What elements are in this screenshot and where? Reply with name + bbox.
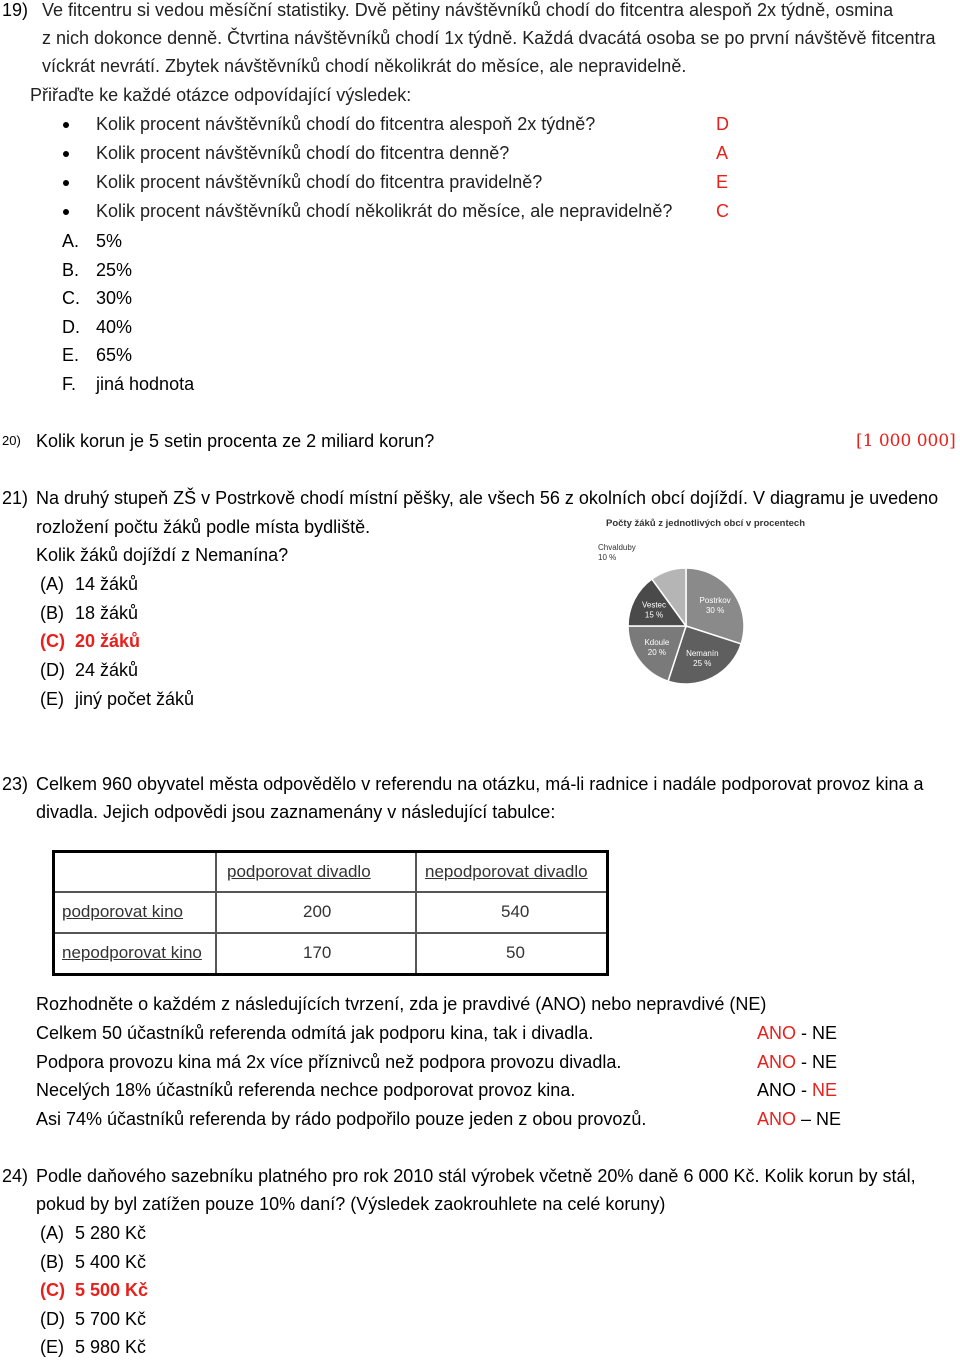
option-letter: E. xyxy=(62,345,80,365)
option-value: 30% xyxy=(96,288,133,308)
option-text-correct: 20 žáků xyxy=(75,631,141,651)
question-text-line: z nich dokonce denně. Čtvrtina návštěvníků chodí 1x týdně. Každá dvacátá osoba se po první návštěvě fitcentra xyxy=(42,28,936,48)
question-text-line: pokud by byl zatížen pouze 10% daní? (Výsledek zaokrouhlete na celé koruny) xyxy=(36,1194,666,1214)
option-letter: D. xyxy=(62,317,80,337)
no-option: NE xyxy=(812,1052,838,1072)
table-cell: 540 xyxy=(501,902,530,921)
instruction: Přiřaďte ke každé otázce odpovídající výsledek: xyxy=(30,85,412,105)
bullet-icon xyxy=(63,180,69,186)
option-label: (B) xyxy=(40,1252,64,1272)
yes-option: ANO xyxy=(757,1052,797,1072)
yes-no-separator: – xyxy=(796,1109,817,1129)
option-label: (D) xyxy=(40,660,65,680)
option-letter: C. xyxy=(62,288,80,308)
yes-no-separator: - xyxy=(796,1023,813,1043)
option-text: 5 980 Kč xyxy=(75,1337,147,1357)
statement: Asi 74% účastníků referenda by rádo podpořilo pouze jeden z obou provozů. xyxy=(36,1109,647,1129)
instruction: Rozhodněte o každém z následujících tvrzení, zda je pravdivé (ANO) nebo nepravdivé (NE) xyxy=(36,994,767,1014)
option-label: (E) xyxy=(40,689,64,709)
yes-no xyxy=(757,1048,837,1076)
pie-label-name: Kdoule xyxy=(644,638,670,648)
pie-label-value: 30 % xyxy=(705,605,725,615)
yes-no-separator: - xyxy=(796,1052,813,1072)
sub-question: Kolik procent návštěvníků chodí do fitcentra denně? xyxy=(96,143,510,163)
sub-answer: A xyxy=(716,143,729,163)
option-text: 5 400 Kč xyxy=(75,1252,147,1272)
statement: Necelých 18% účastníků referenda nechce podporovat provoz kina. xyxy=(36,1080,576,1100)
option-label: (B) xyxy=(40,603,64,623)
column-header: podporovat divadlo xyxy=(227,862,371,881)
yes-no xyxy=(757,1105,841,1133)
bullet-icon xyxy=(63,122,69,128)
option-letter: F. xyxy=(62,374,77,394)
answer: [1 000 000] xyxy=(856,431,956,451)
table-cell: 50 xyxy=(506,943,525,962)
no-option: NE xyxy=(812,1023,838,1043)
sub-question: Kolik procent návštěvníků chodí do fitcentra alespoň 2x týdně? xyxy=(96,114,596,134)
bullet-icon xyxy=(63,151,69,157)
yes-no-separator: - xyxy=(796,1080,813,1100)
no-option: NE xyxy=(816,1109,842,1129)
table-cell: 170 xyxy=(303,943,332,962)
question-number: 20) xyxy=(2,433,21,448)
question-text: Kolik korun je 5 setin procenta ze 2 miliard korun? xyxy=(36,431,435,451)
option-label: (D) xyxy=(40,1309,65,1329)
pie-label-value: 10 % xyxy=(598,553,617,562)
statement: Celkem 50 účastníků referenda odmítá jak podporu kina, tak i divadla. xyxy=(36,1023,594,1043)
pie-label-value: 20 % xyxy=(647,648,667,658)
pie-label-name: Postrkov xyxy=(699,595,731,605)
option-value: jiná hodnota xyxy=(96,374,195,394)
pie-label-name: Chvalduby xyxy=(598,543,636,552)
option-text: 5 700 Kč xyxy=(75,1309,147,1329)
option-text: 14 žáků xyxy=(75,574,139,594)
option-text-correct: 5 500 Kč xyxy=(75,1280,149,1300)
option-value: 25% xyxy=(96,260,133,280)
question-text-line: divadla. Jejich odpovědi jsou zaznamenány v následující tabulce: xyxy=(36,802,556,822)
yes-option: ANO xyxy=(757,1109,797,1129)
question-number: 19) xyxy=(2,0,29,20)
option-label-correct: (C) xyxy=(40,631,65,651)
pie-chart xyxy=(596,532,756,688)
sub-answer: D xyxy=(716,114,729,134)
bullet-icon xyxy=(63,209,69,215)
pie-label-name: Nemanín xyxy=(686,649,719,658)
pie-label-name: Vestec xyxy=(641,600,667,610)
no-option: NE xyxy=(812,1080,838,1100)
yes-option: ANO xyxy=(757,1080,797,1100)
pie-label-value: 25 % xyxy=(693,659,712,668)
option-label: (A) xyxy=(40,574,64,594)
option-value: 40% xyxy=(96,317,133,337)
yes-no xyxy=(757,1076,837,1104)
question-text-line: víckrát nevrátí. Zbytek návštěvníků chodí několikrát do měsíce, ale nepravidelně. xyxy=(42,56,687,76)
option-value: 65% xyxy=(96,345,133,365)
chart-title: Počty žáků z jednotlivých obcí v procentech xyxy=(606,518,806,529)
question-text-line: Podle daňového sazebníku platného pro rok 2010 stál výrobek včetně 20% daně 6 000 Kč. Kolik korun by stál, xyxy=(36,1166,916,1186)
question-number: 21) xyxy=(2,488,29,508)
referendum-table xyxy=(52,850,609,976)
question-text-line: Na druhý stupeň ZŠ v Postrkově chodí místní pěšky, ale všech 56 z okolních obcí dojíždí. V diagramu je uvedeno xyxy=(36,488,939,508)
question-text-line: rozložení počtu žáků podle místa bydliště. xyxy=(36,517,371,537)
option-letter: B. xyxy=(62,260,80,280)
table-cell: 200 xyxy=(303,902,332,921)
row-header: nepodporovat kino xyxy=(62,943,202,962)
question-text-line: Ve fitcentru si vedou měsíční statistiky. Dvě pětiny návštěvníků chodí do fitcentra alespoň 2x týdně, osmina xyxy=(42,0,894,20)
option-value: 5% xyxy=(96,231,123,251)
sub-question: Kolik procent návštěvníků chodí několikrát do měsíce, ale nepravidelně? xyxy=(96,201,673,221)
question-text-line: Celkem 960 obyvatel města odpovědělo v referendu na otázku, má-li radnice i nadále podporovat provoz kina a xyxy=(36,774,924,794)
option-text: 24 žáků xyxy=(75,660,139,680)
option-text: 5 280 Kč xyxy=(75,1223,147,1243)
option-label: (E) xyxy=(40,1337,64,1357)
sub-answer: E xyxy=(716,172,729,192)
option-text: jiný počet žáků xyxy=(75,689,195,709)
row-header: podporovat kino xyxy=(62,902,183,921)
question-number: 23) xyxy=(2,774,29,794)
statement: Podpora provozu kina má 2x více příznivců než podpora provozu divadla. xyxy=(36,1052,622,1072)
question-text-line: Kolik žáků dojíždí z Nemanína? xyxy=(36,545,289,565)
yes-no xyxy=(757,1019,837,1047)
pie-label-value: 15 % xyxy=(644,610,664,620)
option-letter: A. xyxy=(62,231,80,251)
column-header: nepodporovat divadlo xyxy=(425,862,588,881)
question-number: 24) xyxy=(2,1166,29,1186)
option-label: (A) xyxy=(40,1223,64,1243)
option-label-correct: (C) xyxy=(40,1280,65,1300)
sub-answer: C xyxy=(716,201,729,221)
option-text: 18 žáků xyxy=(75,603,139,623)
yes-option: ANO xyxy=(757,1023,797,1043)
sub-question: Kolik procent návštěvníků chodí do fitcentra pravidelně? xyxy=(96,172,543,192)
